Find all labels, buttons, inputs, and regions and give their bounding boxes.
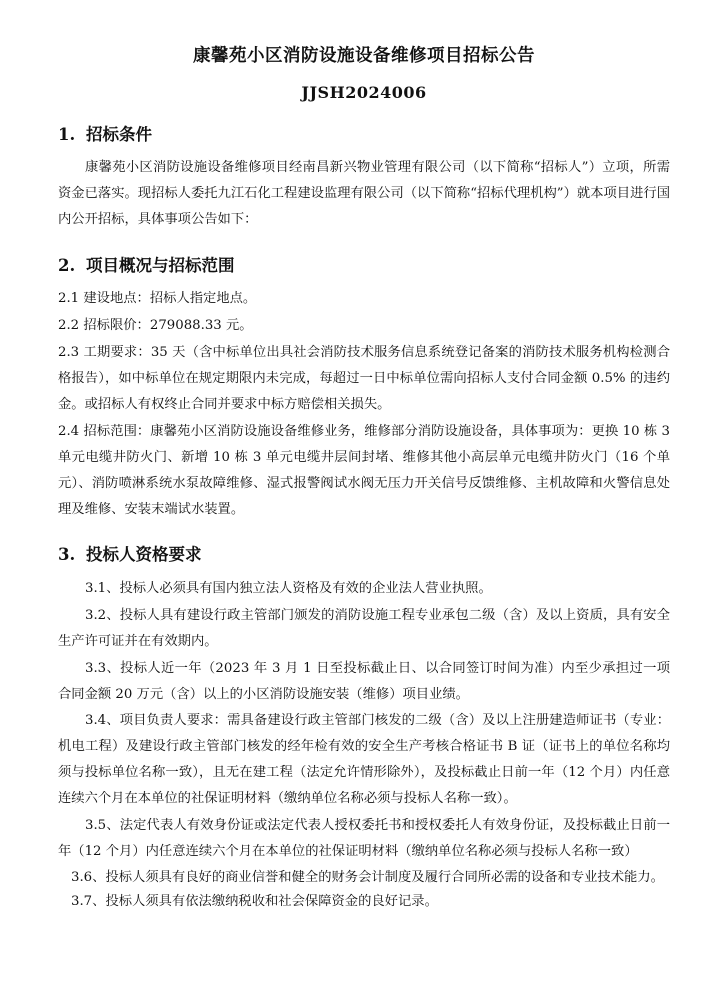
paragraph: 2.3 工期要求：35 天（含中标单位出具社会消防技术服务信息系统登记备案的消防技术服务机构检测合格报告），如中标单位在规定期限内未完成，每超过一日中标单位需向招标人支付合同金额 0.5% 的违约金。或招标人有权终止合同并要求中标方赔偿相关损失。 [58,344,670,412]
paragraph: 2.2 招标限价：279088.33 元。 [58,318,253,334]
document-code: JJSH2024006 [301,82,427,102]
page-title: 康馨苑小区消防设施设备维修项目招标公告 [193,46,535,66]
paragraph: 3.1、投标人必须具有国内独立法人资格及有效的企业法人营业执照。 [85,580,492,596]
section-number-1: 1. [58,124,76,144]
section-title-3: 投标人资格要求 [86,545,202,565]
section-number-3: 3. [58,545,76,565]
section-heading-3 [58,544,670,565]
section-heading-2 [58,255,670,276]
paragraph: 3.3、投标人近一年（2023 年 3 月 1 日至投标截止日、以合同签订时间为准）内至少承担过一项合同金额 20 万元（含）以上的小区消防设施安装（维修）项目业绩。 [58,660,670,702]
section-number-2: 2. [58,255,76,275]
section-heading-1 [58,124,670,145]
paragraph: 2.4 招标范围：康馨苑小区消防设施设备维修业务，维修部分消防设施设备，具体事项为：更换 10 栋 3 单元电缆井防火门、新增 10 栋 3 单元电缆井层间封堵、维修其他小高层单元电缆井防火门（16 个单元）、消防喷淋系统水泵故障维修、湿式报警阀试水阀无压力开关信号反馈维修、主机故障和火警信息处理及维修、安装末端试水装置。 [58,423,670,517]
paragraph: 3.6、投标人须具有良好的商业信誉和健全的财务会计制度及履行合同所必需的设备和专业技术能力。 [71,870,664,886]
paragraph: 2.1 建设地点：招标人指定地点。 [58,291,257,307]
paragraph: 康馨苑小区消防设施设备维修项目经南昌新兴物业管理有限公司（以下简称“招标人”）立项，所需资金已落实。现招标人委托九江石化工程建设监理有限公司（以下简称“招标代理机构”）就本项目进行国内公开招标，具体事项公告如下： [58,159,670,227]
paragraph: 3.2、投标人具有建设行政主管部门颁发的消防设施工程专业承包二级（含）及以上资质，具有安全生产许可证并在有效期内。 [58,607,670,649]
paragraph: 3.4、项目负责人要求：需具备建设行政主管部门核发的二级（含）及以上注册建造师证书（专业：机电工程）及建设行政主管部门核发的经年检有效的安全生产考核合格证书 B 证（证书上的单位名称均须与投标单位名称一致），且无在建工程（法定允许情形除外），及投标截止日前一年（12 个月）内任意连续六个月在本单位的社保证明材料（缴纳单位名称必须与投标人名称一致）。 [58,713,670,807]
paragraph: 3.5、法定代表人有效身份证或法定代表人授权委托书和授权委托人有效身份证，及投标截止日前一年（12 个月）内任意连续六个月在本单位的社保证明材料（缴纳单位名称必须与投标人名称一致） [58,818,670,860]
section-title-1: 招标条件 [86,124,152,144]
paragraph: 3.7、投标人须具有依法缴纳税收和社会保障资金的良好记录。 [71,894,438,910]
section-title-2: 项目概况与招标范围 [86,255,235,275]
